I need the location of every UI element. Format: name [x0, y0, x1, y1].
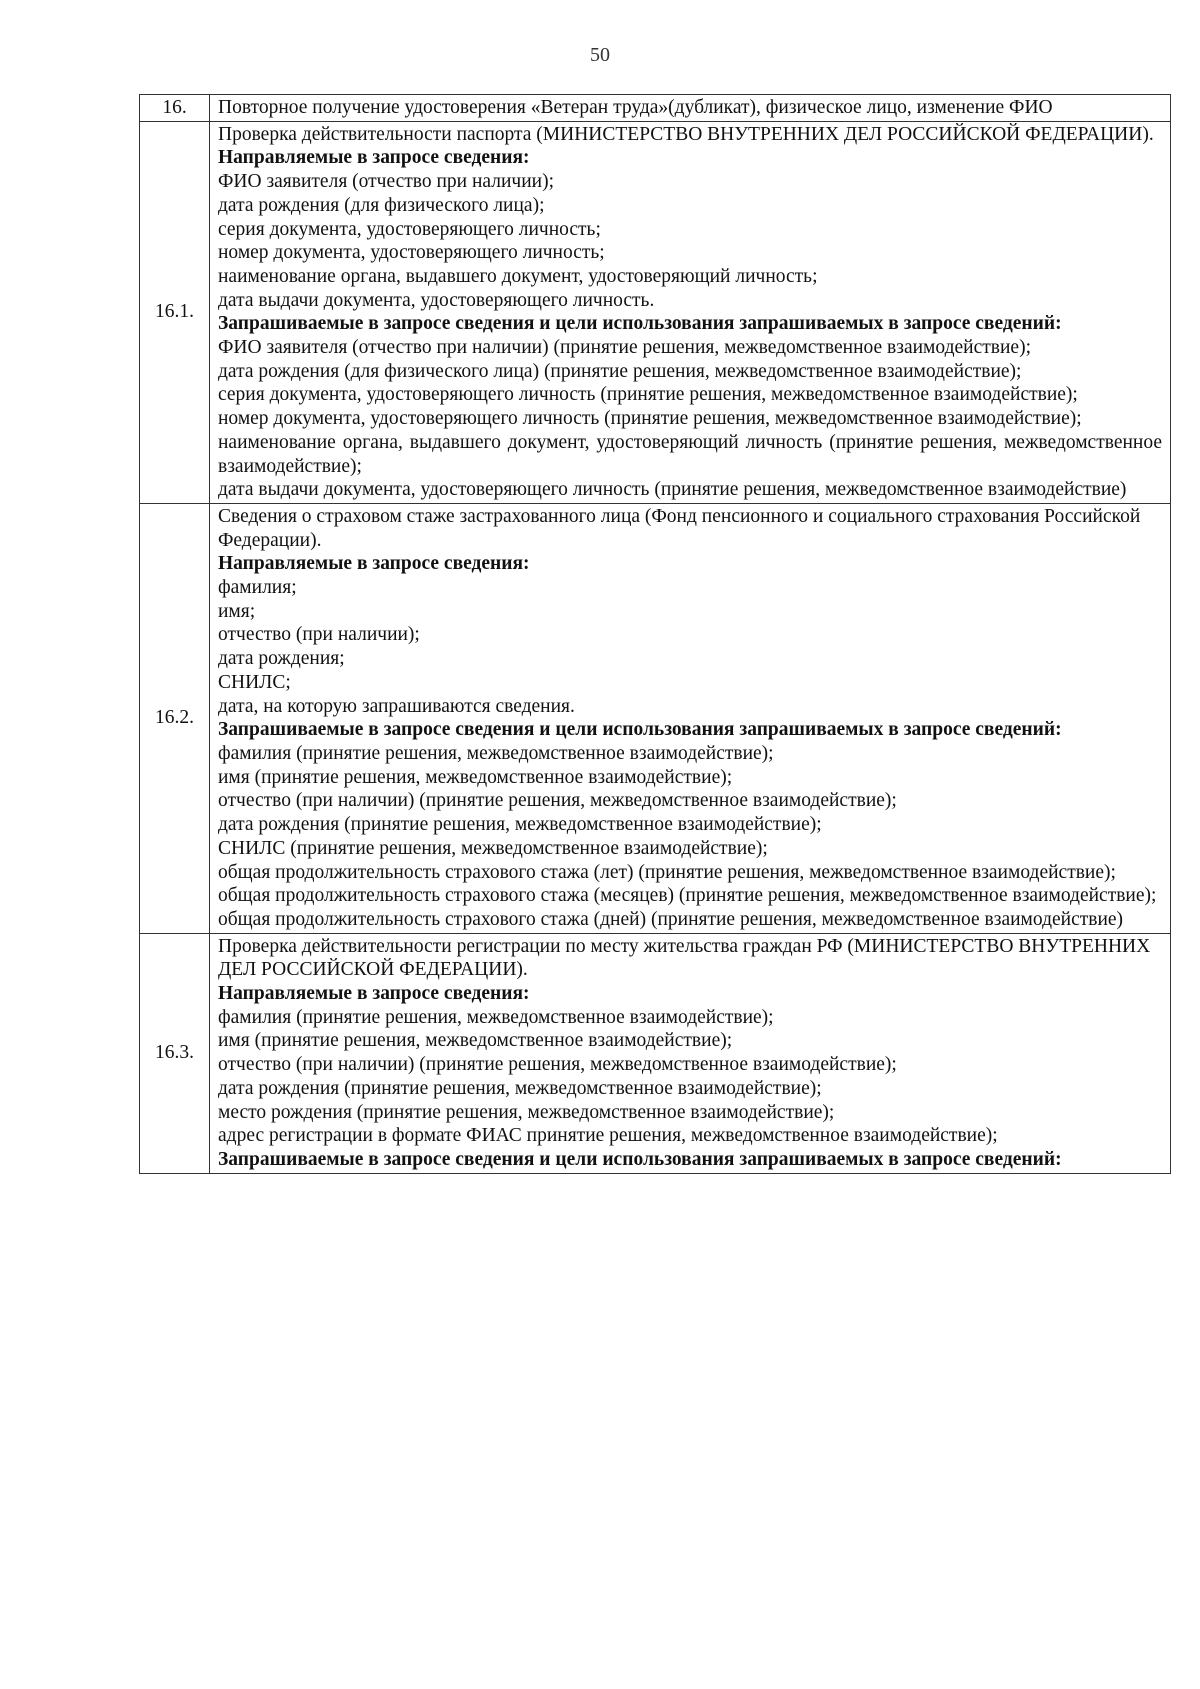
row-text-line: фамилия (принятие решения, межведомственное взаимодействие); — [218, 742, 774, 764]
row-text-line: Сведения о страховом стаже застрахованного лица (Фонд пенсионного и социального страхования Российской Федерации). — [218, 505, 1141, 551]
row-text-line: фамилия (принятие решения, межведомственное взаимодействие); — [218, 1006, 774, 1028]
row-text-line: ФИО заявителя (отчество при наличии); — [218, 171, 555, 193]
row-text-line: место рождения (принятие решения, межведомственное взаимодействие); — [218, 1101, 835, 1123]
row-text-line: отчество (при наличии) (принятие решения, межведомственное взаимодействие); — [218, 1054, 897, 1076]
row-text-line: адрес регистрации в формате ФИАС принятие решения, межведомственное взаимодействие); — [218, 1125, 998, 1147]
row-text-line: имя (принятие решения, межведомственное взаимодействие); — [218, 1030, 733, 1052]
row-text-line: дата рождения; — [218, 648, 345, 670]
row-text-line: Проверка действительности регистрации по месту жительства граждан РФ (МИНИСТЕРСТВО ВНУТРЕННИХ ДЕЛ РОССИЙСКОЙ ФЕДЕРАЦИИ). — [218, 935, 1151, 981]
row-content — [210, 121, 1171, 503]
row-text-line: дата рождения (принятие решения, межведомственное взаимодействие); — [218, 814, 822, 836]
row-number: 16.3. — [140, 933, 210, 1173]
row-text-line: СНИЛС; — [218, 671, 291, 693]
row-text-line: дата выдачи документа, удостоверяющего личность. — [218, 289, 655, 311]
requirements-table — [139, 94, 1171, 1174]
row-content — [210, 95, 1171, 122]
row-text-line: наименование органа, выдавшего документ, удостоверяющий личность (принятие решения, межведомственное взаимодействие); — [218, 431, 1162, 477]
section-heading: Запрашиваемые в запросе сведения и цели использования запрашиваемых в запросе сведений: — [218, 1148, 1062, 1170]
row-text-line: номер документа, удостоверяющего личность (принятие решения, межведомственное взаимодействие); — [218, 408, 1082, 430]
row-text-line: ФИО заявителя (отчество при наличии) (принятие решения, межведомственное взаимодействие); — [218, 337, 1031, 359]
row-text-line: общая продолжительность страхового стажа (дней) (принятие решения, межведомственное взаимодействие) — [218, 908, 1124, 930]
row-text-line: Повторное получение удостоверения «Ветеран труда»(дубликат), физическое лицо, изменение ФИО — [218, 97, 1053, 118]
section-heading: Направляемые в запросе сведения: — [218, 983, 530, 1005]
table-body — [140, 95, 1171, 1174]
section-heading: Запрашиваемые в запросе сведения и цели использования запрашиваемых в запросе сведений: — [218, 719, 1062, 741]
row-text-line: наименование органа, выдавшего документ, удостоверяющий личность; — [218, 265, 818, 287]
row-text-line: дата рождения (для физического лица) (принятие решения, межведомственное взаимодействие); — [218, 360, 1022, 382]
row-text-line: отчество (при наличии) (принятие решения, межведомственное взаимодействие); — [218, 790, 897, 812]
row-text-line: номер документа, удостоверяющего личность; — [218, 242, 605, 264]
row-text-line: имя (принятие решения, межведомственное взаимодействие); — [218, 766, 733, 788]
table-row — [140, 95, 1171, 122]
section-heading: Направляемые в запросе сведения: — [218, 147, 530, 169]
page-number: 50 — [590, 44, 610, 66]
row-text-line: серия документа, удостоверяющего личность (принятие решения, межведомственное взаимодействие); — [218, 384, 1078, 406]
section-heading: Запрашиваемые в запросе сведения и цели использования запрашиваемых в запросе сведений: — [218, 313, 1062, 335]
row-text-line: фамилия; — [218, 577, 297, 599]
row-number: 16.2. — [140, 503, 210, 933]
row-number: 16. — [140, 95, 210, 122]
row-text-line: дата выдачи документа, удостоверяющего личность (принятие решения, межведомственное взаимодействие) — [218, 479, 1127, 501]
row-text-line: СНИЛС (принятие решения, межведомственное взаимодействие); — [218, 837, 768, 859]
row-text-line: дата рождения (для физического лица); — [218, 194, 545, 216]
row-text-line: отчество (при наличии); — [218, 624, 420, 646]
row-content — [210, 933, 1171, 1173]
section-heading: Направляемые в запросе сведения: — [218, 553, 530, 575]
table-row — [140, 503, 1171, 933]
row-text-line: общая продолжительность страхового стажа (месяцев) (принятие решения, межведомственное взаимодействие); — [218, 885, 1157, 907]
table-row — [140, 933, 1171, 1173]
row-number: 16.1. — [140, 121, 210, 503]
row-content — [210, 503, 1171, 933]
row-text-line: серия документа, удостоверяющего личность; — [218, 218, 601, 240]
row-text-line: дата рождения (принятие решения, межведомственное взаимодействие); — [218, 1077, 822, 1099]
row-text-line: Проверка действительности паспорта (МИНИСТЕРСТВО ВНУТРЕННИХ ДЕЛ РОССИЙСКОЙ ФЕДЕРАЦИИ). — [218, 123, 1154, 145]
table-row — [140, 121, 1171, 503]
row-text-line: дата, на которую запрашиваются сведения. — [218, 695, 575, 717]
row-text-line: общая продолжительность страхового стажа (лет) (принятие решения, межведомственное взаимодействие); — [218, 861, 1116, 883]
row-text-line: имя; — [218, 600, 256, 622]
